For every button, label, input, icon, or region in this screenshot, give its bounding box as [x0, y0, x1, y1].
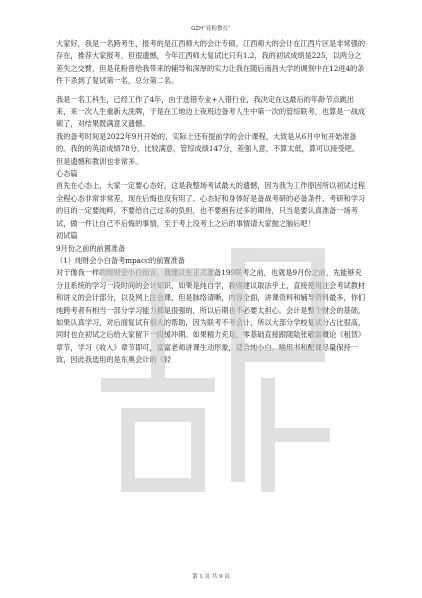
paragraph-schedule: 我的备考时间是2022年9月开始的，实际上还有提前学的会计课程，大致是从6月中旬开始准备的。我的的英语成绩78分，比较满意，管综成绩147分，差强人意，不算太低，算可以接受吧。但是遗憾和教训也非常多。: [56, 131, 360, 166]
paragraph-mindset: 首先在心态上，大家一定要心态好，这是我整场考试最大的遗憾，因为我为工作原因所以初试过程全程心态非常非常差，现在后悔也没有用了。心态好和身体好是备战考研的必备条件，考研和学习的目的一定要纯粹，不要给自己过多的负担，也不要抱有过多的期待，只当是要认真准备一场考试，做一件让自己不后悔的事情，至于考上没考上之后的事情请大家抛之脑后吧！: [56, 181, 366, 228]
subheading-item-1: （1）纯财会小白备考mpacc的前置准备: [56, 255, 185, 265]
subheading-before-september: 9月份之前的前置准备: [56, 243, 126, 253]
paragraph-intro: 大家好，我是一名跨考生，报考的是江西师大的会计专硕，江西师大的会计在江西片区是非常强的存在，推荐大家报考，但很遗憾，今年江西师大复试比只有1.2，我的初试成绩是225，以两分之差失之交臂，但是花粉曾给我带来的辅导和深厚的实力让我在随后南昌大学的调剂中在12进4的条件下杀到了复试第一名，总分第二名。: [56, 39, 366, 86]
document-body: [56, 38, 366, 367]
paragraph-prep: 对于像我一样的纯财会小白而言，我建议在正式准备199联考之前，也就是9月份之前，先能够充分且系统的学习一段时间的会计知识，如果是纯自学，我则建议取法乎上，直接使用注会考试教材和讲义的会计部分，以及网上注会课，但是脉络清晰，内容全面，讲课资料和辅导资料最多，你们纯跨考者有相当一部分学习能力都是很强的，所以后期也不必要太担心。会计是整个财会的基础，如果认真学习，对后面复试有很大的帮助，因为联考不考会计，所以大部分学校复试分占比很高，同时也在初试之后给大家留下一段缓冲期。如果精力充足，零基础直接跟随陆张敬富概论《租赁》章节，学习《收入》章节即可，富富老师讲课生动形象，适合纯小白。喻用书和配课尽量保持一致，因此我选用的是东奥会计的《轻: [56, 268, 366, 365]
section-heading-mindset: 心态篇: [56, 169, 78, 179]
section-heading-exam: 初试篇: [56, 231, 78, 241]
header-note: GZH“花粉教育”: [191, 26, 231, 32]
page-footer: 第 1 页 共 9 页: [192, 574, 230, 580]
paragraph-background: 我是一名工科生，已经工作了4年，由于选错专业+入错行业，我决定在这最后的年龄节点跳出来，来一次人生重新大洗牌，于是在工地边上夜班边备考人生中第一次的管综联考，也算是一战成硕了，对结果既满意又遗憾。: [56, 94, 366, 129]
